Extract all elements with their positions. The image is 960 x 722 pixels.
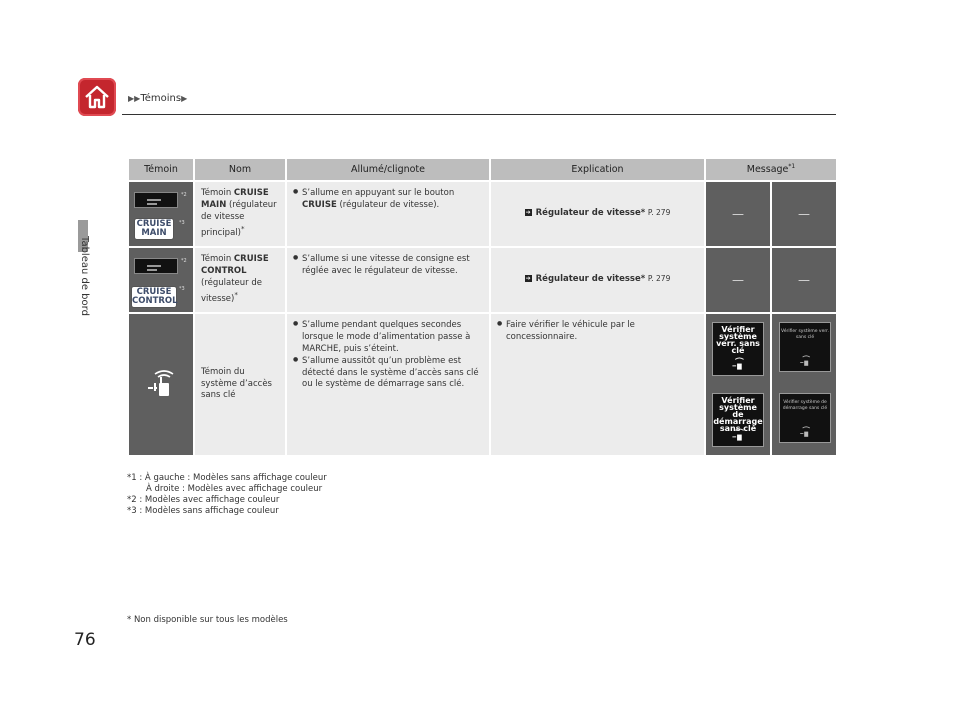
indicator-name: Témoin CRUISE CONTROL (régulateur de vitesse)* (195, 248, 285, 312)
keyless-system-icon (730, 428, 746, 442)
reference-link[interactable]: ➔ Régulateur de vitesse* P. 279 (525, 208, 671, 219)
message-cell (772, 314, 836, 455)
indicator-on-condition: ● S’allume en appuyant sur le bouton CRUISE (régulateur de vitesse). (287, 182, 489, 246)
section-label: Tableau de bord (79, 236, 90, 316)
indicator-icon-cell (129, 314, 193, 455)
footnotes: *1 : À gauche : Modèles sans affichage couleur À droite : Modèles avec affichage couleur *2 : Modèles avec affichage couleur *3 : Modèles sans affichage couleur (127, 473, 327, 516)
breadcrumb-link[interactable]: Témoins (140, 93, 182, 104)
home-icon (83, 83, 111, 111)
availability-note: * Non disponible sur tous les modèles (127, 615, 288, 625)
keyless-system-icon (798, 355, 812, 367)
page-number: 76 (74, 630, 96, 650)
column-header: Allumé/clignote (287, 159, 489, 180)
message-cell (706, 314, 770, 455)
keyless-system-icon (798, 426, 812, 438)
column-header: Nom (195, 159, 285, 180)
cruise-main-display-icon (134, 192, 178, 208)
breadcrumb[interactable]: ▶▶Témoins▶ (128, 93, 188, 104)
reference-link[interactable]: ➔ Régulateur de vitesse* P. 279 (525, 274, 671, 285)
table-row (129, 182, 836, 246)
message-screen: Vérifier système de démarrage sans clé (779, 393, 831, 443)
home-button[interactable] (78, 78, 116, 116)
indicator-name: Témoin du système d’accès sans clé (195, 314, 285, 455)
column-header: Explication (491, 159, 704, 180)
indicator-table (127, 157, 838, 457)
indicator-name: Témoin CRUISE MAIN (régulateur de vitesse principal)* (195, 182, 285, 246)
cruise-main-indicator-icon: CRUISE MAIN (134, 218, 174, 240)
message-cell: — (772, 248, 836, 312)
indicator-on-condition: ● S’allume pendant quelques secondes lorsque le mode d’alimentation passe à MARCHE, puis s’éteint. ● S’allume aussitôt qu’un problème est détecté dans le système d’accès sans clé ou le système de démarrage sans clé. (287, 314, 489, 455)
message-screen: Vérifier système verr. sans clé (779, 322, 831, 372)
indicator-explanation (491, 248, 704, 312)
keyless-system-icon (730, 357, 746, 371)
message-screen: Vérifier système de démarrage sans clé (712, 393, 764, 447)
table-header-row (129, 159, 836, 180)
header-divider (122, 114, 836, 115)
message-screen: Vérifier système verr. sans clé (712, 322, 764, 376)
column-header: Témoin (129, 159, 193, 180)
message-cell: — (706, 248, 770, 312)
cruise-control-display-icon (134, 258, 178, 274)
table-row (129, 314, 836, 455)
table-row (129, 248, 836, 312)
indicator-icon-cell: *2 CRUISE MAIN *3 (129, 182, 193, 246)
indicator-explanation (491, 182, 704, 246)
message-cell: — (772, 182, 836, 246)
indicator-icon-cell: *2 CRUISE CONTROL *3 (129, 248, 193, 312)
indicator-on-condition: ● S’allume si une vitesse de consigne est réglée avec le régulateur de vitesse. (287, 248, 489, 312)
keyless-system-icon (146, 369, 176, 399)
reference-arrow-icon: ➔ (525, 275, 531, 283)
indicator-explanation: ● Faire vérifier le véhicule par le concessionnaire. (491, 314, 704, 455)
reference-arrow-icon: ➔ (525, 209, 531, 217)
cruise-control-indicator-icon: CRUISE CONTROL (132, 287, 178, 306)
column-header: Message$^{*1}$ (706, 159, 836, 180)
message-cell: — (706, 182, 770, 246)
